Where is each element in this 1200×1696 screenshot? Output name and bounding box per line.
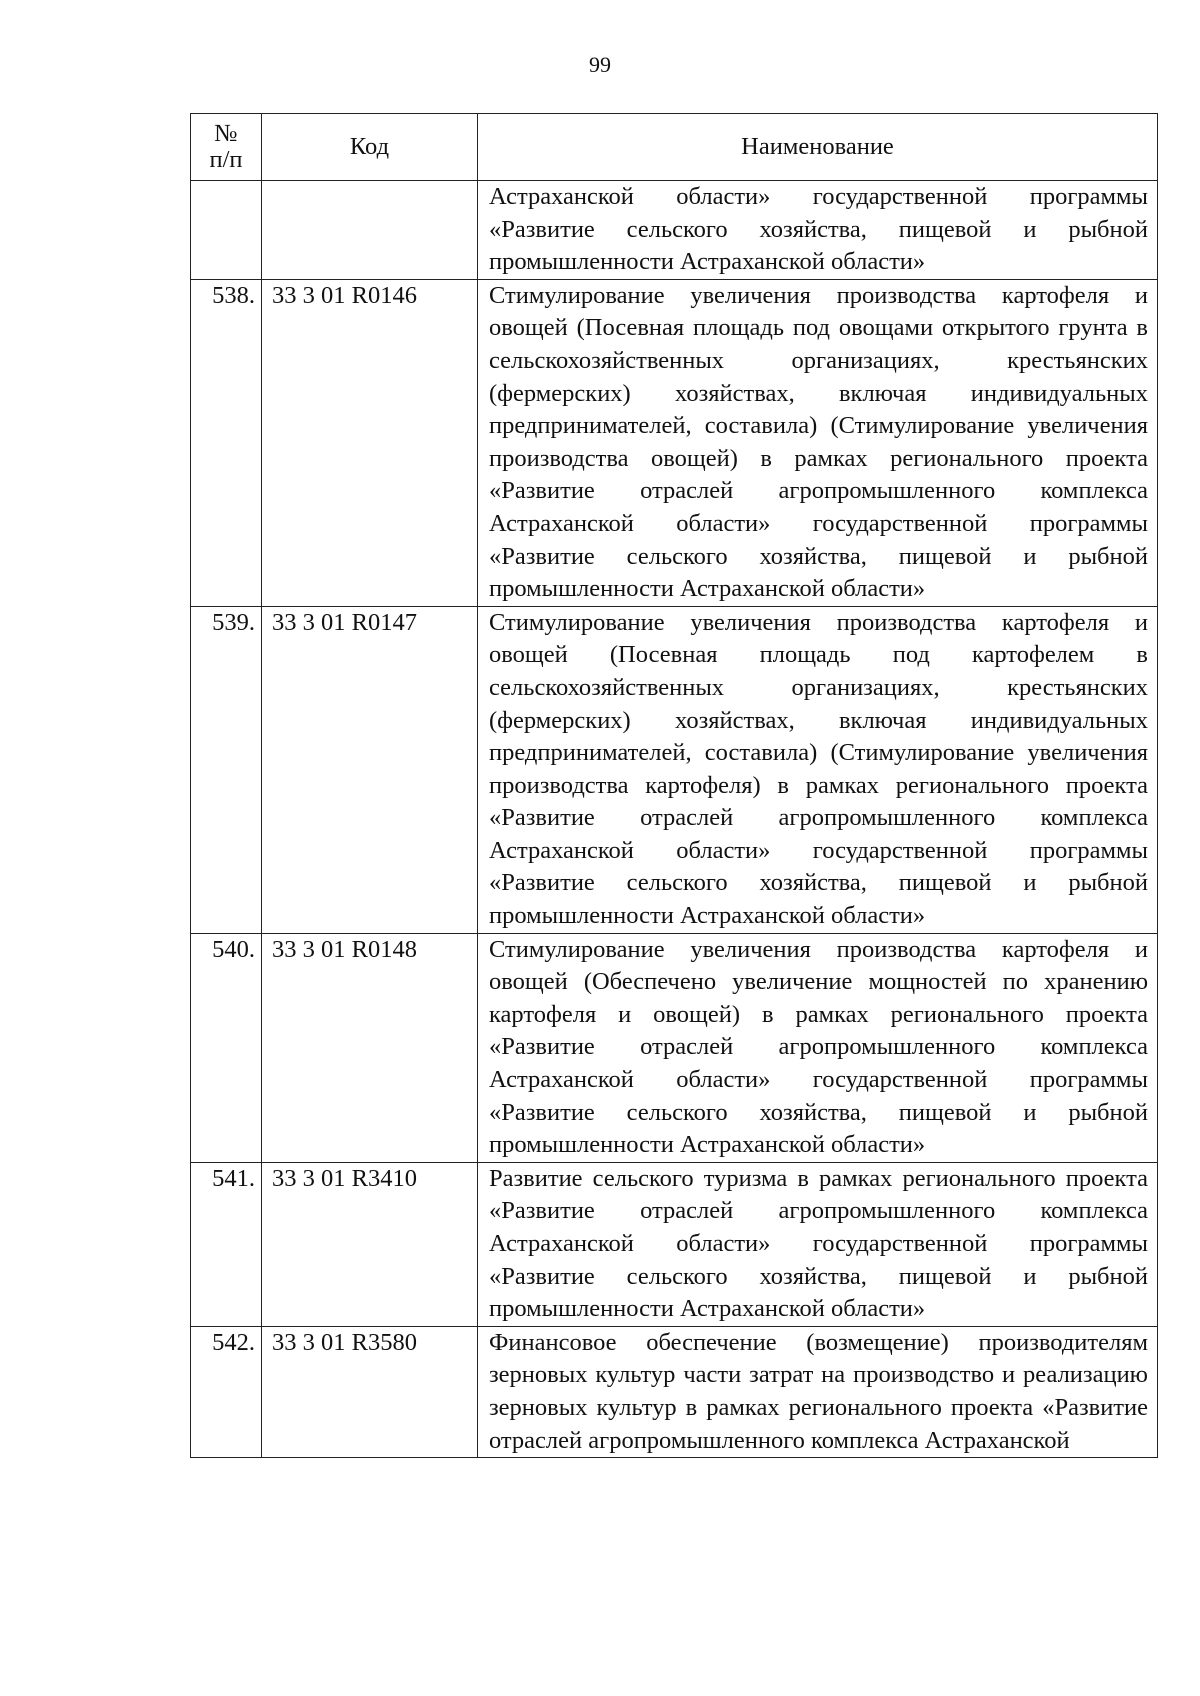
row-code: 33 3 01 R0148	[262, 933, 478, 1162]
row-name: Стимулирование увеличения производства картофеля и овощей (Посевная площадь под картофелем в сельскохозяйственных организациях, крестьянских (фермерских) хозяйствах, включая индивидуальных предпринимателей, составила) (Стимулирование увеличения производства картофеля) в рамках регионального проекта «Развитие отраслей агропромышленного комплекса Астраханской области» государственной программы «Развитие сельского хозяйства, пищевой и рыбной промышленности Астраханской области»	[478, 606, 1158, 933]
row-number: 542.	[191, 1326, 262, 1457]
column-header-code: Код	[262, 114, 478, 181]
column-header-number	[191, 114, 262, 181]
row-number: 540.	[191, 933, 262, 1162]
row-name: Стимулирование увеличения производства картофеля и овощей (Посевная площадь под овощами открытого грунта в сельскохозяйственных организациях, крестьянских (фермерских) хозяйствах, включая индивидуальных предпринимателей, составила) (Стимулирование увеличения производства овощей) в рамках регионального проекта «Развитие отраслей агропромышленного комплекса Астраханской области» государственной программы «Развитие сельского хозяйства, пищевой и рыбной промышленности Астраханской области»	[478, 279, 1158, 606]
row-number: 539.	[191, 606, 262, 933]
table-row	[191, 933, 1158, 1162]
table-row	[191, 1326, 1158, 1457]
row-code	[262, 181, 478, 280]
column-header-number-sign: №	[214, 120, 238, 147]
row-name: Финансовое обеспечение (возмещение) производителям зерновых культур части затрат на производство и реализацию зерновых культур в рамках регионального проекта «Развитие отраслей агропромышленного комплекса Астраханской	[478, 1326, 1158, 1457]
budget-classification-table	[190, 113, 1158, 1458]
table-row	[191, 1162, 1158, 1326]
row-number	[191, 181, 262, 280]
table-row	[191, 181, 1158, 280]
row-name: Развитие сельского туризма в рамках регионального проекта «Развитие отраслей агропромышленного комплекса Астраханской области» государственной программы «Развитие сельского хозяйства, пищевой и рыбной промышленности Астраханской области»	[478, 1162, 1158, 1326]
row-code: 33 3 01 R0146	[262, 279, 478, 606]
table-header-row	[191, 114, 1158, 181]
column-header-name: Наименование	[478, 114, 1158, 181]
page-number: 99	[589, 52, 611, 77]
table-row	[191, 606, 1158, 933]
row-name: Астраханской области» государственной программы «Развитие сельского хозяйства, пищевой и рыбной промышленности Астраханской области»	[478, 181, 1158, 280]
row-number: 538.	[191, 279, 262, 606]
row-code: 33 3 01 R3410	[262, 1162, 478, 1326]
row-name: Стимулирование увеличения производства картофеля и овощей (Обеспечено увеличение мощностей по хранению картофеля и овощей) в рамках регионального проекта «Развитие отраслей агропромышленного комплекса Астраханской области» государственной программы «Развитие сельского хозяйства, пищевой и рыбной промышленности Астраханской области»	[478, 933, 1158, 1162]
row-code: 33 3 01 R0147	[262, 606, 478, 933]
column-header-number-abbr: п/п	[209, 146, 243, 173]
table-row	[191, 279, 1158, 606]
row-number: 541.	[191, 1162, 262, 1326]
row-code: 33 3 01 R3580	[262, 1326, 478, 1457]
